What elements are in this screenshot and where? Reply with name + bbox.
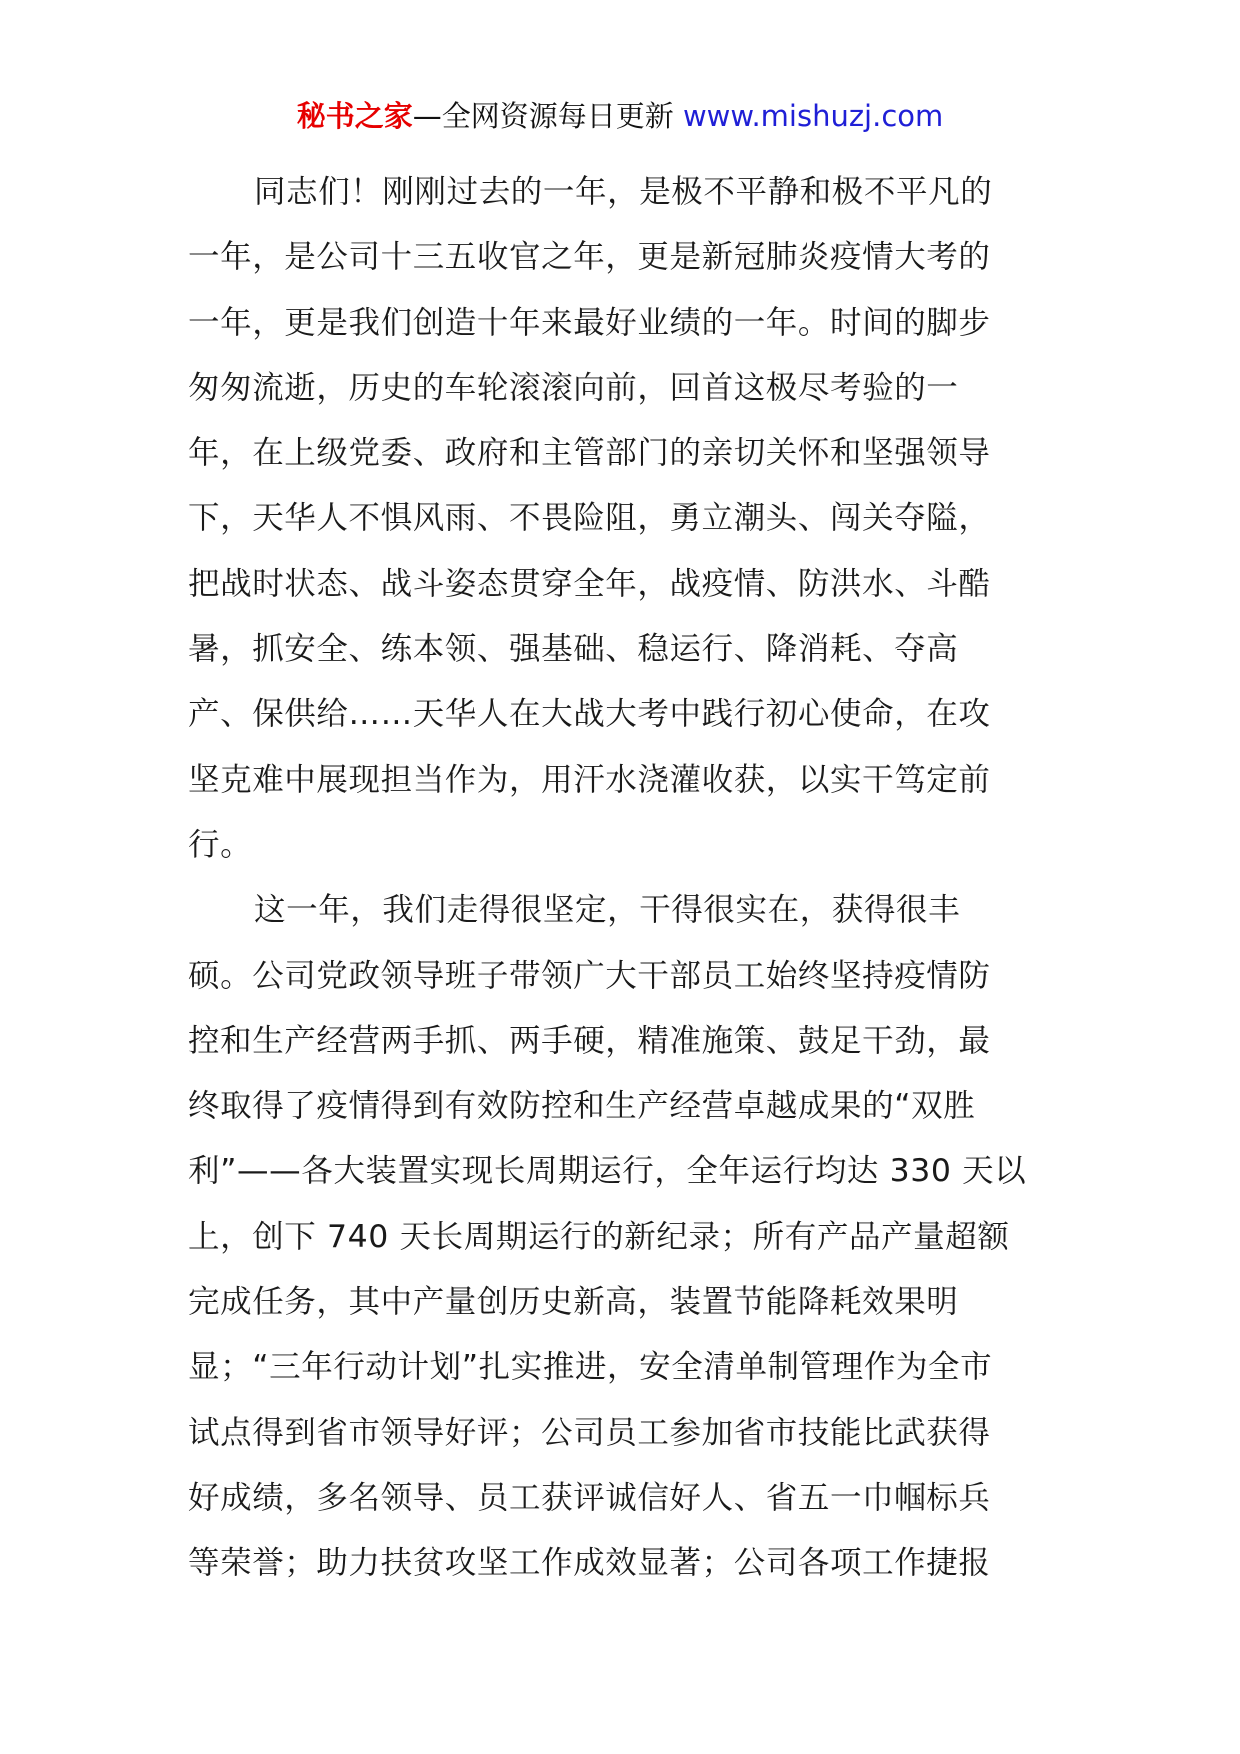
paragraph-line: 同志们！刚刚过去的一年，是极不平静和极不平凡的 [254, 174, 993, 210]
document-body [188, 160, 1054, 1597]
paragraph-line: 下，天华人不惧风雨、不畏险阻，勇立潮头、闯关夺隘， [188, 500, 991, 537]
paragraph-line: 产、保供给……天华人在大战大考中践行初心使命，在攻 [188, 696, 991, 733]
paragraph-line: 匆匆流逝，历史的车轮滚滚向前，回首这极尽考验的一 [188, 369, 959, 406]
site-url-link[interactable]: www.mishuzj.com [682, 99, 944, 133]
paragraph-1 [188, 160, 1054, 878]
paragraph-line: 这一年，我们走得很坚定，干得很实在，获得很丰 [254, 892, 961, 929]
paragraph-2 [188, 878, 1054, 1596]
paragraph-line: 等荣誉；助力扶贫攻坚工作成效显著；公司各项工作捷报 [188, 1545, 991, 1582]
paragraph-line: 行。 [188, 826, 253, 863]
paragraph-line: 控和生产经营两手抓、两手硬，精准施策、鼓足干劲，最 [188, 1022, 991, 1059]
paragraph-line: 终取得了疫情得到有效防控和生产经营卓越成果的“双胜 [188, 1088, 976, 1125]
header-tagline: —全网资源每日更新 [412, 99, 683, 133]
paragraph-line: 利”——各大装置实现长周期运行，全年运行均达 330 天以 [188, 1153, 1027, 1190]
paragraph-line: 上，创下 740 天长周期运行的新纪录；所有产品产量超额 [188, 1218, 1010, 1255]
paragraph-line: 完成任务，其中产量创历史新高，装置节能降耗效果明 [188, 1284, 959, 1321]
paragraph-line: 硕。公司党政领导班子带领广大干部员工始终坚持疫情防 [188, 957, 991, 994]
paragraph-line: 一年，更是我们创造十年来最好业绩的一年。时间的脚步 [188, 304, 991, 341]
paragraph-line: 暑，抓安全、练本领、强基础、稳运行、降消耗、夺高 [188, 631, 959, 668]
paragraph-line: 一年，是公司十三五收官之年，更是新冠肺炎疫情大考的 [188, 239, 991, 276]
paragraph-line: 年，在上级党委、政府和主管部门的亲切关怀和坚强领导 [188, 435, 991, 472]
site-header [0, 96, 1240, 136]
paragraph-line: 试点得到省市领导好评；公司员工参加省市技能比武获得 [188, 1414, 991, 1451]
paragraph-line: 坚克难中展现担当作为，用汗水浇灌收获，以实干笃定前 [188, 761, 991, 798]
brand-name: 秘书之家 [296, 99, 413, 133]
paragraph-line: 显；“三年行动计划”扎实推进，安全清单制管理作为全市 [188, 1349, 993, 1386]
paragraph-line: 把战时状态、战斗姿态贯穿全年，战疫情、防洪水、斗酷 [188, 565, 991, 602]
paragraph-line: 好成绩，多名领导、员工获评诚信好人、省五一巾帼标兵 [188, 1479, 991, 1516]
